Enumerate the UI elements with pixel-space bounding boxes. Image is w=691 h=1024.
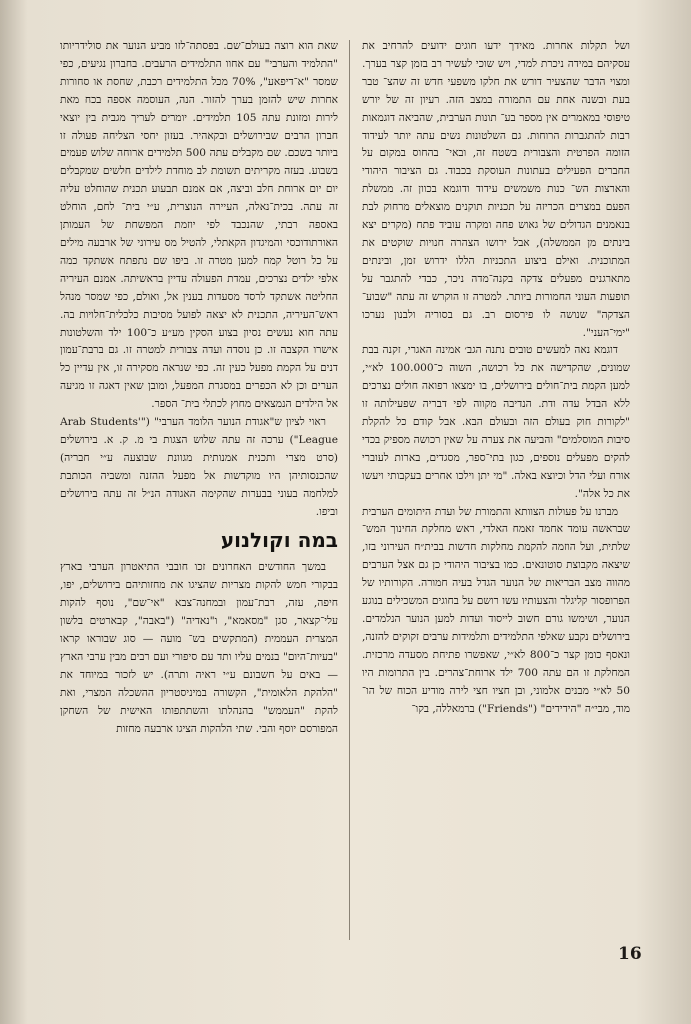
- right-paragraph-2: דוגמא נאה למעשים טובים נתנה הגב׳ אמינה האגרי, זקנה בבת שמונים, שהקדישה את כל רכושה, השוה כ־100.000 לא״י, למען הקמת בית־חולים בירושלים, בו ימצאו רפואה חולים נצרכים ללא הבדל עדה ודת. הנדיבה מקווה לפי דבריה שפעילותה זו "לקורות חוק בעולם הזה ובעולם הבא. אבל קודם כל להקלת סיבות המוסלמים" והביעה את צערה על שאין רכושה מספיק בכדי להקים מפעלים נוספים, כגון בתי־ספר, מסגדים, בארות לעוברי אורח ועלי הדל וכיוצא באלה. "מי יתן וילכו אחרים בעקבותי ויעשו את כל אלה".: [362, 344, 630, 500]
- left-paragraph-1: שאת הוא רוצה בעולם־שם. בפסתה־לזו מביע הנוער את סולידריותו "התלמיד והערבי" עם אחוו התלמידים הרעבים. בחברון נגיעים, כפי שמסר "א־דיפאע", 70% מכל התלמידים רכבת, שחסת או סחורות אחרות שיש להזמן בערך להזור. הנה, העוסמה אספה בכח מאת לירות ומזונת עתה 105 תלמידים. יומרים לעריך מגבית בין יוצאי חברון הרבים שבירושלים ובקאהיר. בעזון יחסי הצליחה פעולה זו ביותר בשכם. שם מקבלים עתה 500 תלמידים ארוחה שלוש פעמים בשבוע. בעזה מקריתים תשומת לב מוחדת לילדים חלשים שמקבלים יום יום ארוחת חלב וביצה, אם אמנם תבעוע תכנית שהוחלט עליה זה עתה. בכית־נאלה, העיירה הנוצרית, ע״י בית־ לחם, הוחלט באספה רבתי, שהנכבד לפי יוזמת המפשחת של העמותן האורתודוכסי והמיגדון הקאתלי, להטיל מס עירוני של ארבעה מילים על כל רוטל קמח למען מטרה זו. ביפו שם נתפתח אשתקד כמה אלפי ילדים נצרכים, עמדת הפעולה עדיין בראשיתה. אמנם העיריה החליטה אשתקד לרסד מסעדות בענין אל, ואולם, כפי שמסר מנהל ראש־העיריה, התכנית לא יצאה לפועל מסיבות כלכלית־חלויות בה. עתה חוא נעשים נסיון בצוע הסקין מע״ע כ־100 ילד והשלטונות אישרו הקצבה זו. כן נוסדה ועדה צבורית למטרה זו. גם ברבת־עמון דנים על הקמת מפעל כעין זה. כפי שנראה מסקירה זו, אין עדיין כל הערים וכן לא הכפרים במסגרת המפעל, ומובן שאין דאגה זו מגיעה אל הילדים הנמצאים מחוץ לכתלי בית־ הספר.: [60, 40, 338, 411]
- right-paragraph-1: ושל תקלות אחרות. מאידך ידעו חוגים ידועים להרחיב את עסקיהם במידה ניכרת למדי, ויש שוכי לעשיר רב בזמן קצר בערך. ומצוי הדבר שהצעיר דורש את חלקו משפעי חדש זה שהצ־ טבר בעת ובשנה אחת עם התמורה במצב הזה. רעיון זה של יורש טיפוסי במאמרים אין מספר בע־ תונות הערבית, שהביאה דוגמאות רבות להתגברות הרוחות. גם השלטונות נשים עתה יותר לעידוד הזומה הפרטית והצבורית בשטח זה, ובאי־ בהחוס במקום על החברים הפעילים בעתונות העוסקת בכבוד. גם הציבור היהודי והארצות הש־ כנות משמשים עידוד ודוגמא בכוון זה. ממשלת הפעם במצרים הכריזה על תכניות תוקנים מוצאלים מרחוק לבת בנאמנים הגדולים של גאוש פחה ומקרה עוביד פתח (מקרים יצא בינתים מן הממשלה), אבל ירושו הצהרה חנויות שוקטים את המתוכנית. ואילם ביצוע התכניות הללו ידרוש זמן, ובינתים מתארגנים מפעלים צדקה בקנה־מדה ניכר, כבדי להתגבר על תופעות העוני החמורות ביותר. למטרה זו הוקרש זה עתה "שבוע־ הצדקה" שנושה לו פירסום רב. גם בסוריה ולבנון נערכו "ימי־העני".: [362, 40, 630, 339]
- left-paragraph-2: ראוי לציון ש"אגודת הנוער הלומד הערבי" ("Arab Students' League") ערכה זה עתה שלוש הצגות בי מ. ק. א. בירושלים (סרט מצרי ותכנית אמנותית מגוונת שבוצעה ע״י חבריה) שהכנסותיהן היו מוקדשות אל מפעל ההזנה ומשביה הכותבת למלחמה בעוני בבערות שהקימה האגודה הנ״ל זה עתה בירושלים וביפו.: [60, 416, 338, 518]
- right-text-column: [362, 38, 630, 968]
- column-divider: [349, 40, 350, 940]
- page-number: 16: [618, 944, 642, 964]
- left-text-column: [60, 38, 338, 968]
- left-paragraph-3: במשך החודשים האחרונים זכו חובבי התיאטרון הערבי בארץ בבקורי חמש להקות מצריות שהציגו את מחזותיהם בירושלים, יפו, חיפה, עזה, רבת־עמון ובמחנה־צבא "אי־שם", נוסף להקות עלי־קצאר, סגן "מסאמא", ו"נאדיה" ("באבה", קבארטים בלשון המצרית העממית (המתקשים בש־ מועה — סוג שבוראו קראו "בעיות־היום" בנמים עליו ותד עם סיפורי ועם רבים מבין ערבי הארץ — באים על חשבונם ע״י ראיה ותרה). יש לזכור במיוחד את "הלהקת הלאומית", הקשורה במיניסטריון ההשכלה המצרי, ואת להקת "העממש" בהנהלתו והשתתפותו האישית של השחקן המפורסם יוסף והבי. שתי הלהקות הציגו ארבעה מחזות: [60, 561, 338, 735]
- right-paragraph-3: מברנו על פעולות הצוותא והתמורת של ועדת היתומים הערבית שבראשה עומד אחמד זאמח האלדי, ראש מחלקת החינוך המש־ שלתית, ועל הוזמה להקמת מחלקות חדשות בבית״ח העירוני בזו, שיצאה מקבוצת סוטונאים. כמו בציבור היהודי כן גם אצל הערבים מהווה מצב הבריאות של הנוער הגדל בעיה חמורה. הקורותיו של הפרופסור קליגלר והצעותיו עשו רושם על בחוגים המשכילים בנוגע הנוער, ושימשו גורם חשוב לייסוד ועדות למען הנוער הנלמדים. בירושלים נקבע שאלפי התלמידים ותלמידות ערבים זקוקים להזנה, ונאסף כומן קצר כ־800 לא״י, שאפשרו פתיחת מסעדה מרכזית. המחלקת זו הם עתה 700 ילד ארוחת־צהרים. בין התרומות היו 50 לא״י מבנים אלמוני, ובן חציו חצי לירה מודיע הכוח של הו־ מוד, מבי״ה "הידידים" ("Friends") ברמאללה, בקו־: [362, 505, 630, 715]
- section-heading: במה וקולנוע: [220, 528, 338, 553]
